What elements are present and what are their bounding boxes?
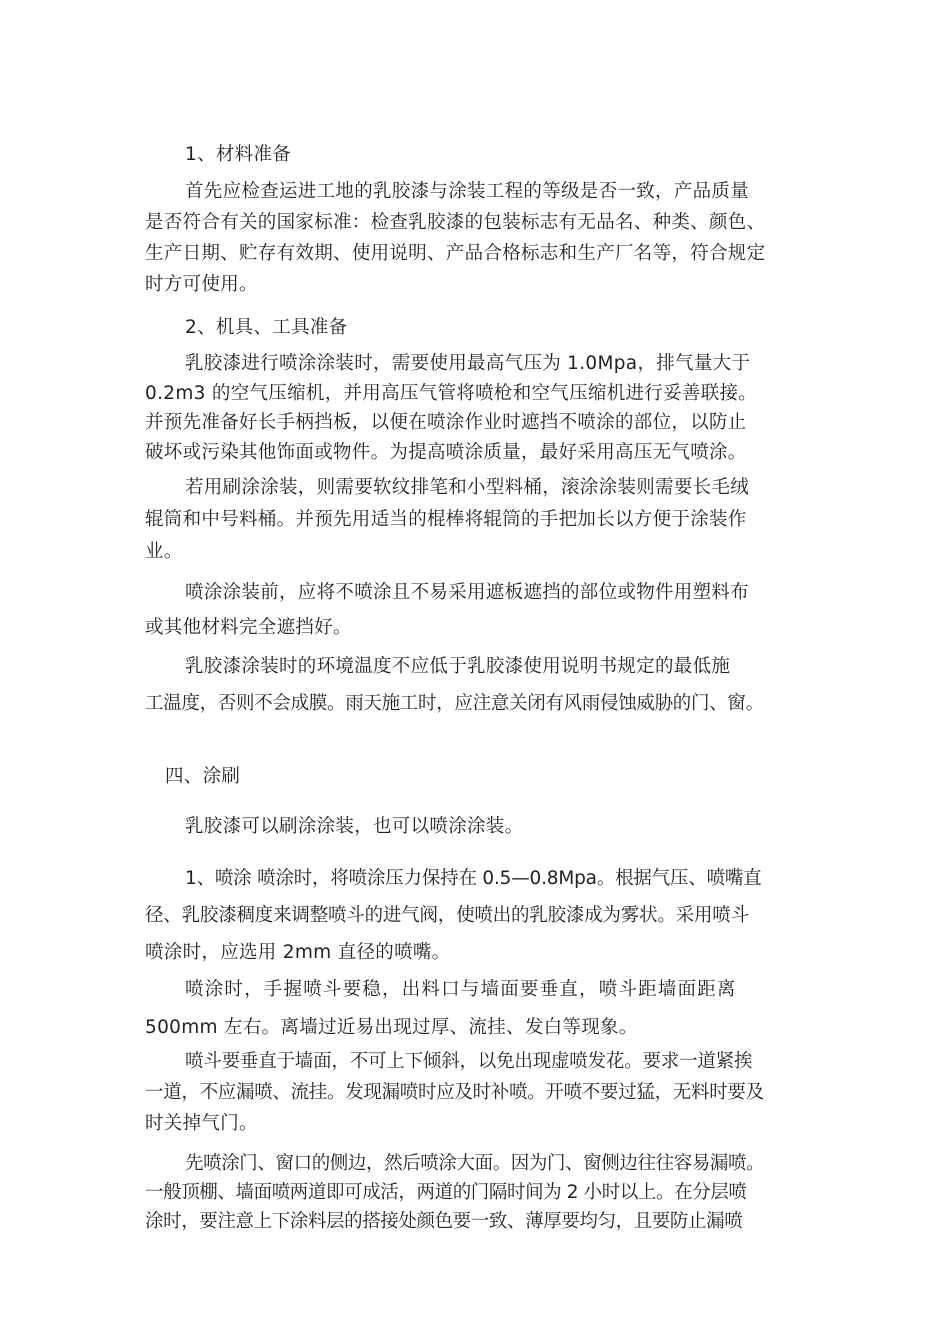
paragraph-spray-4 xyxy=(145,1149,805,1236)
text-line: 时方可使用。 xyxy=(145,274,258,295)
text-line: 一般顶棚、墙面喷两道即可成活，两道的门隔时间为 2 小时以上。在分层喷 xyxy=(145,1182,747,1203)
text-line: 喷斗要垂直于墙面，不可上下倾斜，以免出现虚喷发花。要求一道紧挨 xyxy=(185,1051,753,1072)
text-line: 先喷涂门、窗口的侧边，然后喷涂大面。因为门、窗侧边往往容易漏喷。 xyxy=(185,1153,765,1174)
text-line: 喷涂时，应选用 2mm 直径的喷嘴。 xyxy=(145,942,451,963)
text-line: 500mm 左右。离墙过近易出现过厚、流挂、发白等现象。 xyxy=(145,1017,638,1038)
paragraph-tools-2 xyxy=(145,472,805,568)
text-line: 辊筒和中号料桶。并预先用适当的棍棒将辊筒的手把加长以方便于涂装作 xyxy=(145,509,747,530)
text-line: 若用刷涂涂装，则需要软纹排笔和小型料桶，滚涂涂装则需要长毛绒 xyxy=(185,477,750,498)
paragraph-tools-3 xyxy=(145,575,805,645)
heading-tools: 2、机具、工具准备 xyxy=(185,317,348,338)
paragraph-brushing-intro: 乳胶漆可以刷涂涂装，也可以喷涂涂装。 xyxy=(185,816,524,837)
heading-materials: 1、材料准备 xyxy=(185,144,292,165)
paragraph-spray-3 xyxy=(145,1046,805,1139)
text-line: 喷涂时，手握喷斗要稳，出料口与墙面要垂直，喷斗距墙面距离 xyxy=(185,979,737,1000)
text-line: 喷涂涂装前，应将不喷涂且不易采用遮板遮挡的部位或物件用塑料布 xyxy=(185,582,750,603)
text-line: 首先应检查运进工地的乳胶漆与涂装工程的等级是否一致，产品质量 xyxy=(185,181,750,202)
text-line: 是否符合有关的国家标准：检查乳胶漆的包装标志有无品名、种类、颜色、 xyxy=(145,212,766,233)
paragraph-tools-4 xyxy=(145,648,805,722)
text-line: 并预先准备好长手柄挡板，以便在喷涂作业时遮挡不喷涂的部位，以防止 xyxy=(145,412,747,433)
text-line: 业。 xyxy=(145,541,183,562)
text-line: 乳胶漆进行喷涂涂装时，需要使用最高气压为 1.0Mpa，排气量大于 xyxy=(185,353,751,374)
text-line: 生产日期、贮存有效期、使用说明、产品合格标志和生产厂名等，符合规定 xyxy=(145,243,766,264)
text-line: 径、乳胶漆稠度来调整喷斗的进气阀，使喷出的乳胶漆成为雾状。采用喷斗 xyxy=(145,905,749,926)
text-line: 涂时，要注意上下涂料层的搭接处颜色要一致、薄厚要均匀，且要防止漏喷 xyxy=(145,1211,743,1232)
text-line: 一道，不应漏喷、流挂。发现漏喷时应及时补喷。开喷不要过猛，无料时要及 xyxy=(145,1082,764,1103)
paragraph-spray-2 xyxy=(145,971,805,1047)
paragraph-spray-1 xyxy=(145,860,805,971)
text-line: 0.2m3 的空气压缩机，并用高压气管将喷枪和空气压缩机进行妥善联接。 xyxy=(145,382,758,404)
text-line: 工温度，否则不会成膜。雨天施工时，应注意关闭有风雨侵蚀威胁的门、窗。 xyxy=(145,693,764,714)
text-line: 乳胶漆涂装时的环境温度不应低于乳胶漆使用说明书规定的最低施 xyxy=(185,656,731,677)
paragraph-tools-1 xyxy=(145,349,805,467)
text-line: 时关掉气门。 xyxy=(145,1113,258,1134)
text-line: 破坏或污染其他饰面或物件。为提高喷涂质量，最好采用高压无气喷涂。 xyxy=(145,441,747,463)
heading-brushing: 四、涂刷 xyxy=(165,766,241,787)
text-line: 或其他材料完全遮挡好。 xyxy=(145,617,352,638)
text-line: 1、喷涂 喷涂时，将喷涂压力保持在 0.5—0.8Mpa。根据气压、喷嘴直 xyxy=(185,868,762,889)
paragraph-materials xyxy=(145,176,805,300)
